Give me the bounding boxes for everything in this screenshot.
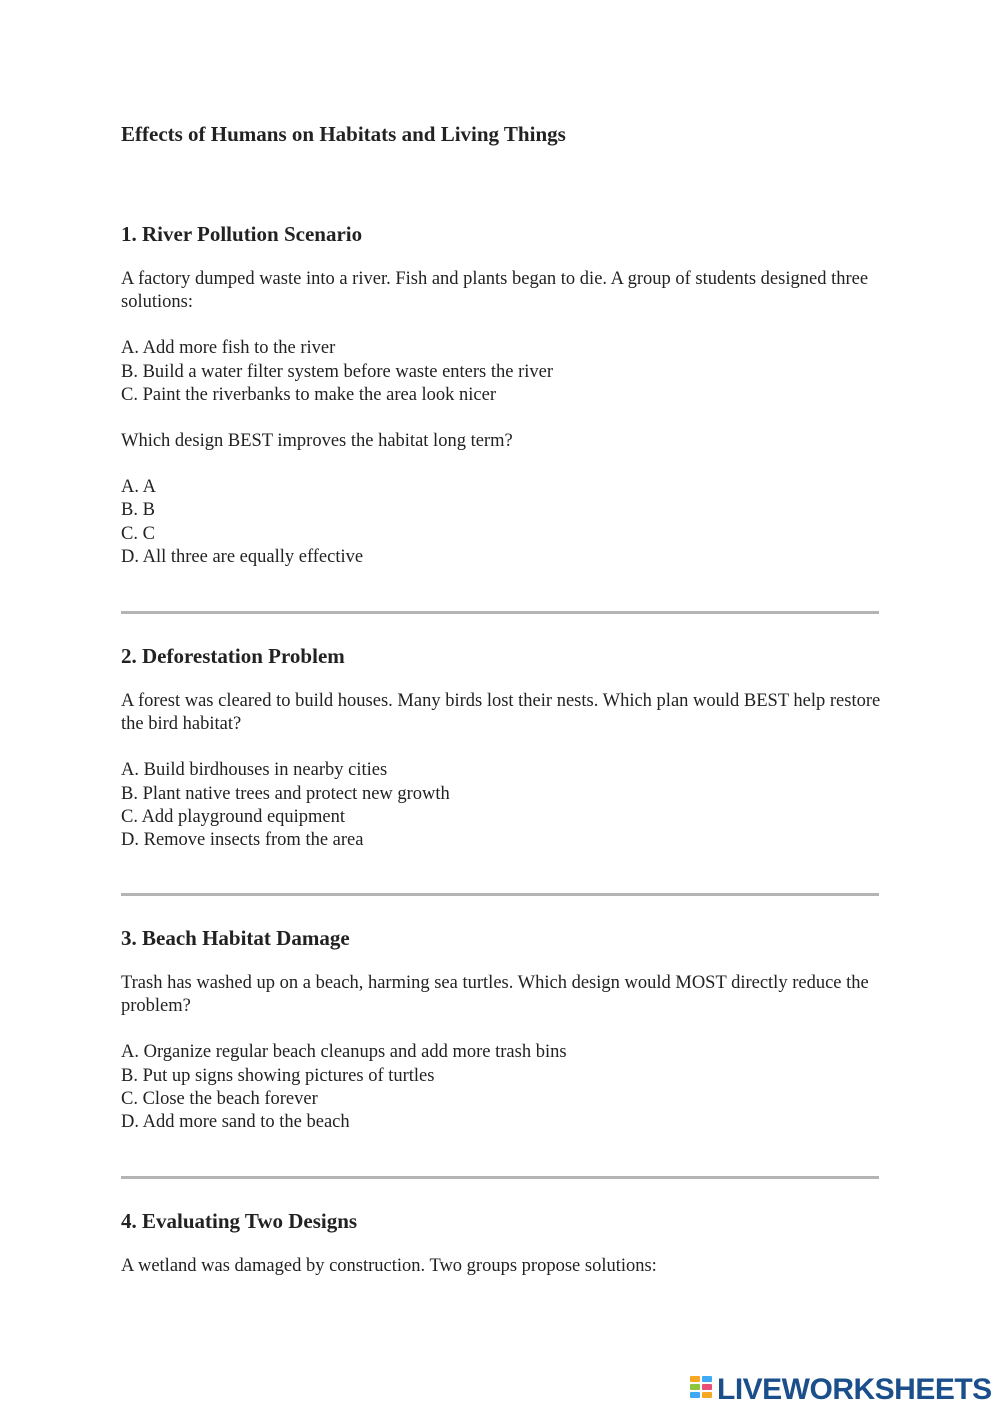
section-heading: 2. Deforestation Problem (121, 644, 345, 668)
answer-options (121, 1041, 881, 1134)
page-title: Effects of Humans on Habitats and Living Things (121, 122, 566, 146)
answer-option: B. B (121, 500, 155, 521)
section-question: Which design BEST improves the habitat long term? (121, 431, 513, 452)
list-item: B. Build a water filter system before waste enters the river (121, 361, 554, 382)
answer-option: D. Remove insects from the area (121, 830, 364, 851)
section-intro: A factory dumped waste into a river. Fish and plants began to die. A group of students designed three solutions: (121, 269, 869, 313)
section-river-pollution (121, 221, 881, 569)
section-divider (121, 893, 879, 896)
answer-option: B. Plant native trees and protect new growth (121, 783, 450, 804)
section-heading: 3. Beach Habitat Damage (121, 926, 350, 950)
section-intro: A forest was cleared to build houses. Many birds lost their nests. Which plan would BEST help restore the bird habitat? (121, 691, 881, 735)
answer-options (121, 759, 881, 852)
section-divider (121, 1176, 879, 1179)
answer-option: C. Add playground equipment (121, 806, 346, 827)
section-deforestation (121, 643, 881, 852)
answer-option: A. A (121, 477, 156, 498)
section-evaluating-designs (121, 1208, 881, 1278)
section-divider (121, 611, 879, 614)
answer-option: C. C (121, 523, 155, 544)
answer-option: A. Build birdhouses in nearby cities (121, 760, 388, 781)
list-item: A. Add more fish to the river (121, 338, 336, 359)
liveworksheets-logo (690, 1373, 992, 1407)
answer-option: B. Put up signs showing pictures of turtles (121, 1065, 435, 1086)
answer-option: C. Close the beach forever (121, 1088, 318, 1109)
section-heading: 1. River Pollution Scenario (121, 222, 363, 246)
answer-option: D. All three are equally effective (121, 546, 364, 567)
list-item: C. Paint the riverbanks to make the area look nicer (121, 384, 497, 405)
section-heading: 4. Evaluating Two Designs (121, 1209, 358, 1233)
section-intro: A wetland was damaged by construction. Two groups propose solutions: (121, 1256, 657, 1276)
answer-options (121, 476, 881, 569)
answer-option: D. Add more sand to the beach (121, 1112, 350, 1133)
answer-option: A. Organize regular beach cleanups and add more trash bins (121, 1042, 567, 1063)
section-beach-habitat (121, 925, 881, 1134)
design-list (121, 337, 881, 407)
logo-text: LIVEWORKSHEETS (717, 1373, 992, 1406)
liveworksheets-logo-icon (690, 1376, 714, 1404)
section-intro: Trash has washed up on a beach, harming sea turtles. Which design would MOST directly reduce the problem? (121, 973, 869, 1017)
